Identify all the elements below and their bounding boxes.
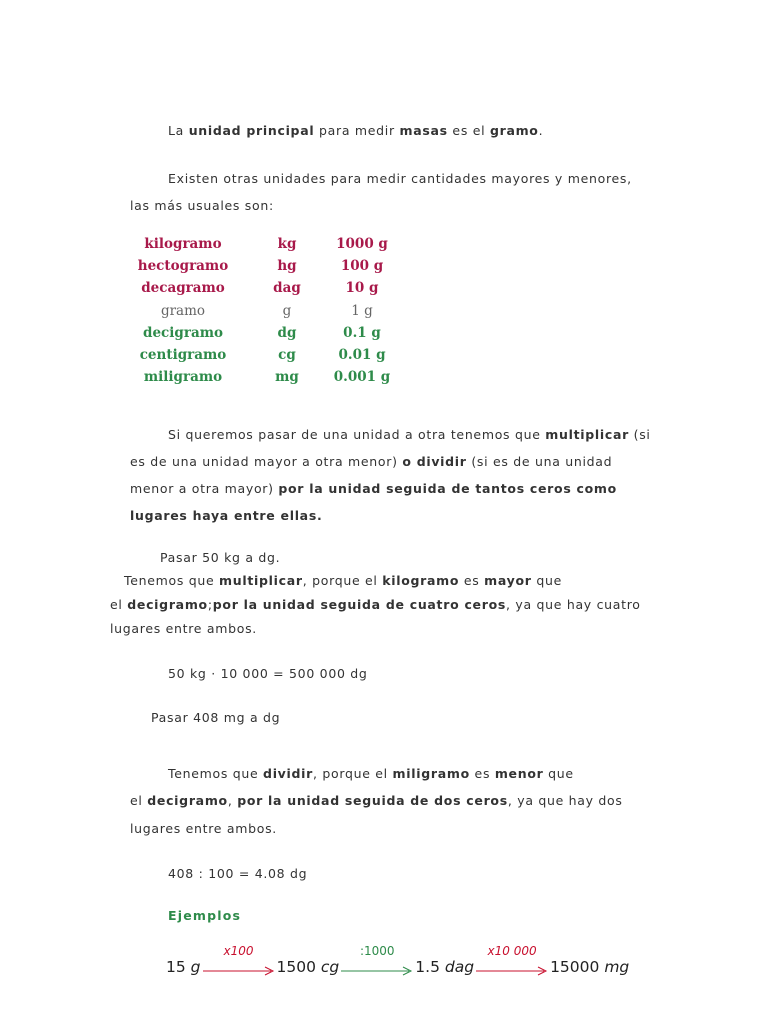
table-row: hectogramo hg 100 g: [137, 258, 384, 275]
arrow-multiply-10000: [474, 940, 550, 980]
example2-title: Pasar 408 mg a dg: [151, 710, 281, 725]
example1-line-1: Tenemos que multiplicar, porque el kilogramo es mayor que: [124, 573, 562, 588]
intro-line-2: las más usuales son:: [130, 198, 274, 213]
right-arrow-icon: [201, 966, 277, 976]
intro-line-1: Existen otras unidades para medir cantidades mayores y menores,: [168, 171, 632, 186]
intro-sentence: La unidad principal para medir masas es el gramo.: [168, 123, 544, 138]
quantity-3: 1.5 dag: [415, 958, 475, 976]
table-row: miligramo mg 0.001 g: [143, 369, 391, 386]
operator-label: x100: [223, 944, 254, 958]
rule-line-2: es de una unidad mayor a otra menor) o dividir (si es de una unidad: [130, 454, 613, 469]
conversion-chain: [166, 940, 629, 980]
example1-title: Pasar 50 kg a dg.: [160, 550, 281, 565]
rule-line-1: Si queremos pasar de una unidad a otra tenemos que multiplicar (si: [168, 427, 651, 442]
table-row: centigramo cg 0.01 g: [139, 347, 386, 364]
table-row: gramo g 1 g: [160, 302, 373, 319]
example1-line-3: lugares entre ambos.: [110, 621, 257, 636]
operator-label: :1000: [359, 944, 395, 958]
table-row: decigramo dg 0.1 g: [143, 324, 381, 341]
example2-line-1: Tenemos que dividir, porque el miligramo es menor que: [168, 766, 574, 781]
rule-line-4: lugares haya entre ellas.: [130, 508, 323, 523]
right-arrow-icon: [339, 966, 415, 976]
rule-line-3: menor a otra mayor) por la unidad seguida de tantos ceros como: [130, 481, 617, 496]
operator-label: x10 000: [487, 944, 537, 958]
quantity-4: 15000 mg: [550, 958, 630, 976]
arrow-multiply-100: [201, 940, 277, 980]
example1-line-2: el decigramo;por la unidad seguida de cuatro ceros, ya que hay cuatro: [110, 597, 641, 612]
example2-calculation: 408 : 100 = 4.08 dg: [168, 866, 308, 881]
table-row: decagramo dag 10 g: [141, 280, 379, 297]
table-row: kilogramo kg 1000 g: [144, 236, 388, 253]
example2-line-2: el decigramo, por la unidad seguida de dos ceros, ya que hay dos: [130, 793, 623, 808]
units-table: [122, 233, 412, 388]
quantity-2: 1500 cg: [276, 958, 340, 976]
example2-line-3: lugares entre ambos.: [130, 821, 277, 836]
example1-calculation: 50 kg · 10 000 = 500 000 dg: [168, 666, 368, 681]
right-arrow-icon: [474, 966, 550, 976]
ejemplos-heading: Ejemplos: [168, 908, 242, 923]
quantity-1: 15 g: [166, 958, 201, 976]
arrow-divide-1000: [339, 940, 415, 980]
